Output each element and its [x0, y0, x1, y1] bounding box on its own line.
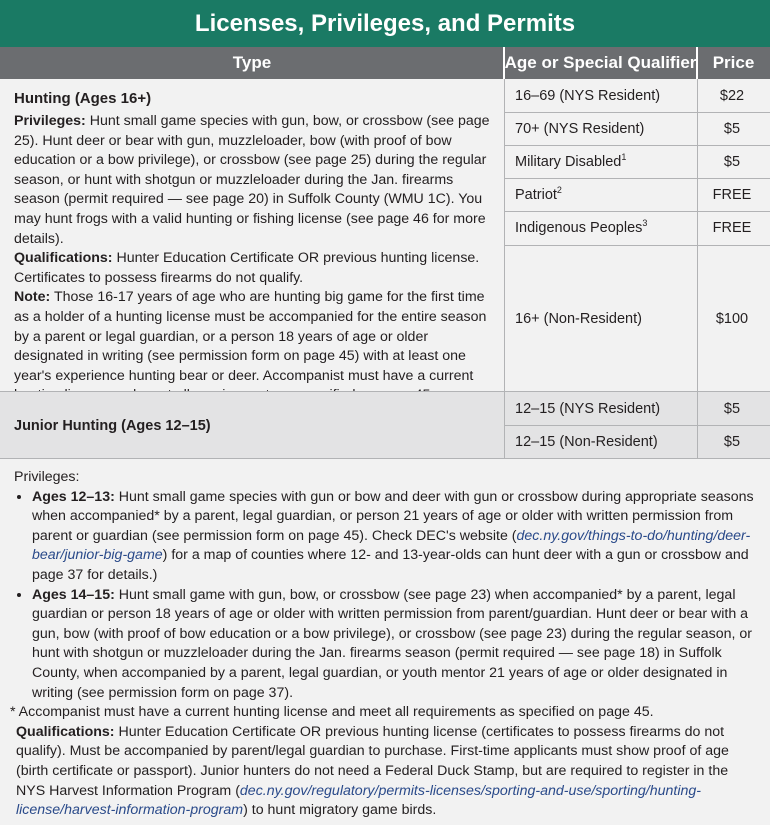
qualifications-text: Hunter Education Certificate OR previous hunting license. Certificates to possess firearms do not qualify.: [14, 250, 480, 286]
footnote-marker: 1: [621, 152, 627, 163]
junior-details: [0, 458, 770, 825]
price-cell: FREE: [712, 187, 752, 203]
footnote-marker: 2: [556, 185, 562, 196]
hunting-heading: Hunting (Ages 16+): [14, 90, 152, 107]
header-divider: [503, 47, 505, 79]
ages-14-15-label: Ages 14–15:: [32, 586, 115, 603]
row-divider: [0, 458, 770, 459]
qualifier-cell: 12–15 (Non-Resident): [515, 434, 658, 450]
row-divider: [504, 178, 770, 179]
ages-12-13-item: [32, 488, 760, 586]
accompanist-footnote: * Accompanist must have a current hunting license and meet all requirements as specified on page 45.: [10, 704, 654, 721]
row-divider: [0, 391, 770, 392]
junior-qualifications: [16, 723, 760, 821]
note-label: Note:: [14, 289, 51, 306]
price-cell: $22: [719, 88, 745, 104]
row-divider: [504, 425, 770, 426]
junior-privileges-label: Privileges:: [14, 469, 80, 485]
row-divider: [504, 245, 770, 246]
hunting-privileges: [14, 112, 496, 249]
price-cell: $5: [723, 154, 741, 170]
junior-heading: Junior Hunting (Ages 12–15): [14, 418, 211, 434]
qualifications-label: Qualifications:: [14, 250, 113, 267]
header-divider: [696, 47, 698, 79]
price-cell: $5: [723, 121, 741, 137]
header-qualifier: Age or Special Qualifier: [504, 47, 697, 79]
ages-12-13-text-a: Hunt small game species with gun or bow and deer with gun or crossbow during appropriate seasons when accompanied* by a parent, legal guardian, or person 21 years of age or older with written permission from parent or guardian (see permission form on page 45). Check DEC's website (: [32, 488, 754, 544]
harvest-program-link[interactable]: dec.ny.gov/regulatory/permits-licenses/sporting-and-use/sporting/hunting-license/harvest-information-program: [16, 782, 701, 819]
header-type: Type: [0, 47, 504, 79]
hunting-note: [14, 288, 496, 406]
qualifier-cell: Patriot$^2$: [515, 185, 562, 203]
privileges-label: Privileges:: [14, 113, 86, 129]
hunting-description: [0, 79, 504, 391]
ages-12-13-label: Ages 12–13:: [32, 488, 115, 505]
junior-qualifications-text-b: ) to hunt migratory game birds.: [243, 802, 437, 819]
column-divider: [697, 79, 698, 458]
hunting-qualifications: [14, 249, 496, 288]
note-text: Those 16-17 years of age who are hunting big game for the first time as a holder of a hunting license must be accompanied for the entire season by a parent or legal guardian, or a person 18 years of age or older designated in writing (see permission form on page 45) with at least one year's experience hunting bear or deer. Accompanist must have a current: [14, 289, 487, 384]
qualifier-cell: 70+ (NYS Resident): [515, 121, 645, 137]
row-divider: [504, 112, 770, 113]
qualifier-cell: Military Disabled$^1$: [515, 152, 627, 170]
row-divider: [504, 211, 770, 212]
price-cell: $5: [723, 434, 741, 450]
column-divider: [504, 79, 505, 458]
qualifier-cell: 12–15 (NYS Resident): [515, 401, 661, 417]
header-price: Price: [697, 47, 770, 79]
junior-qualifications-text-a: Hunter Education Certificate OR previous hunting license (certificates to possess firearms do not qualify). Must be accompanied by parent/legal guardian to purchase. First-time applicants must show proof of age (birth certificate or passport). Junior hunters do not need a Federal Duck Stamp, but are required to register in the NYS Harvest Information Program (: [16, 723, 729, 799]
junior-qualifications-label: Qualifications:: [16, 723, 115, 740]
qualifier-cell: Indigenous Peoples$^3$: [515, 218, 648, 236]
footnote-marker: 3: [642, 218, 648, 229]
ages-14-15-text: Hunt small game with gun, bow, or crossbow (see page 23) when accompanied* by a parent, legal guardian or person 18 years of age or older with written permission from parent/guardian. Hunt deer or bear with a gun, bow (with proof of bow education or a bow privilege), or crossbow (see page 23) during the regular season, or hunt with shotgun or muzzleloader during the Jan. firearms season (permit required — see page 18) in Suffolk County, when accompanied by a parent, legal guardian, or youth mentor 21 years of age or older designated in writing (see permission form on page 37).: [32, 586, 753, 701]
privileges-text: Hunt small game species with gun, bow, or crossbow (see page 25). Hunt deer or bear with gun, muzzleloader, bow (with proof of bow education or a bow privilege), or crossbow (see page 25) during the regular season, or hunt with shotgun or muzzleloader during the Jan. firearms season (permit required — see page 20) in Suffolk County (WMU 1C). You may hunt frogs with a valid hunting or fishing license (see page 46 for more details).: [14, 113, 490, 247]
table-title: Licenses, Privileges, and Permits: [0, 0, 770, 47]
ages-14-15-item: [32, 586, 760, 704]
price-cell: $5: [723, 401, 741, 417]
ages-12-13-text-b: ) for a map of counties where 12- and 13-year-olds can hunt deer with a gun or crossbow and page 37 for details.): [32, 547, 749, 583]
price-cell: FREE: [712, 220, 752, 236]
price-cell: $100: [715, 311, 749, 327]
qualifier-cell: 16+ (Non-Resident): [515, 311, 642, 327]
qualifier-cell: 16–69 (NYS Resident): [515, 88, 661, 104]
row-divider: [504, 145, 770, 146]
junior-big-game-link[interactable]: dec.ny.gov/things-to-do/hunting/deer-bear/junior-big-game: [32, 527, 751, 564]
